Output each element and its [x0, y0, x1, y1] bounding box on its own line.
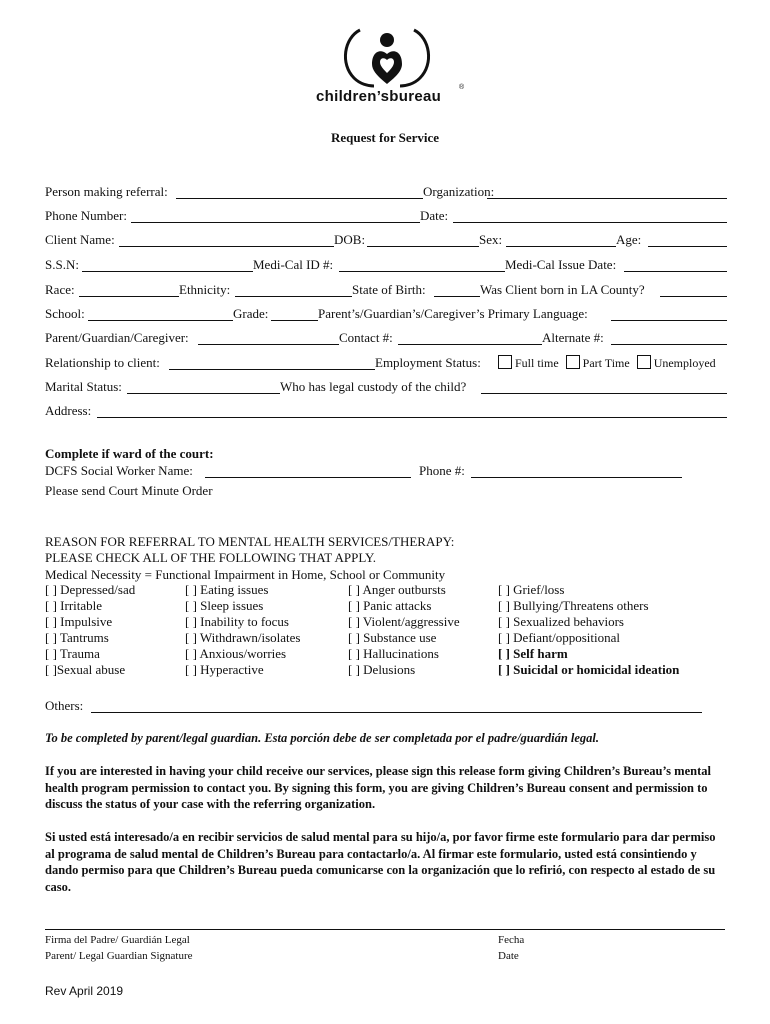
field-dcfs-worker[interactable] — [205, 477, 411, 478]
consent-paragraph-es: Si usted está interesado/a en recibir servicios de salud mental para su hijo/a, por favor firme este formulario para dar permiso al programa de salud mental de Children’s Bureau para contactarlo/a. Al firmar este formulario, usted está consintiendo y dando permiso para que Children’s Bureau pueda comunicarse con la organización que lo refirió, con respecto al estado de su caso. — [45, 830, 716, 894]
reason-column-3 — [348, 582, 460, 678]
registered-mark: ® — [459, 84, 465, 91]
label-born-la: Was Client born in LA County? — [480, 282, 645, 297]
label-employment: Employment Status: — [375, 355, 481, 370]
consent-paragraph-en: If you are interested in having your child receive our services, please sign this release form giving Children’s Bureau’s mental health program permission to contact you. By signing this form, you are giving Children’s Bureau consent and permission to discuss the status of your case with the referring organization. — [45, 764, 711, 811]
checklist-item[interactable]: [ ] Irritable — [45, 598, 103, 613]
label-parent: Parent/Guardian/Caregiver: — [45, 330, 189, 345]
checklist-item-suicidal[interactable]: [ ] Suicidal or homicidal ideation — [498, 662, 680, 677]
checklist-item[interactable]: [ ] Depressed/sad — [45, 582, 136, 597]
checklist-item[interactable]: [ ] Anxious/worries — [185, 646, 287, 661]
field-age[interactable] — [648, 246, 727, 247]
checkbox-part-time[interactable] — [566, 355, 580, 369]
label-sex: Sex: — [479, 232, 503, 247]
signature-label-en: Parent/ Legal Guardian Signature — [45, 950, 193, 962]
field-dcfs-phone[interactable] — [471, 477, 682, 478]
checklist-item[interactable]: [ ] Sleep issues — [185, 598, 264, 613]
checklist-item[interactable]: [ ] Substance use — [348, 630, 437, 645]
row-relationship — [45, 355, 728, 373]
label-ethnicity: Ethnicity: — [179, 282, 231, 297]
checklist-item[interactable]: [ ] Panic attacks — [348, 598, 432, 613]
label-contact: Contact #: — [339, 330, 393, 345]
row-referral — [45, 184, 728, 202]
label-relationship: Relationship to client: — [45, 355, 160, 370]
signature-line[interactable] — [45, 929, 725, 930]
reason-heading-3: Medical Necessity = Functional Impairment in Home, School or Community — [45, 567, 446, 582]
label-others: Others: — [45, 698, 84, 713]
label-dcfs-phone: Phone #: — [419, 463, 465, 478]
label-client-name: Client Name: — [45, 232, 115, 247]
reason-heading-2: PLEASE CHECK ALL OF THE FOLLOWING THAT APPLY. — [45, 550, 376, 565]
field-alternate[interactable] — [611, 344, 727, 345]
label-dob: DOB: — [334, 232, 366, 247]
row-race — [45, 282, 728, 300]
label-organization: Organization: — [423, 184, 495, 199]
field-marital[interactable] — [127, 393, 280, 394]
checklist-item[interactable]: [ ] Inability to focus — [185, 614, 289, 629]
field-phone-number[interactable] — [131, 222, 420, 223]
field-dob[interactable] — [367, 246, 479, 247]
field-contact[interactable] — [398, 344, 542, 345]
checklist-item[interactable]: [ ] Impulsive — [45, 614, 113, 629]
date-label-es: Fecha — [498, 934, 525, 946]
reason-column-4 — [498, 582, 679, 678]
field-medi-cal-id[interactable] — [339, 271, 505, 272]
field-ssn[interactable] — [82, 271, 253, 272]
field-others[interactable] — [91, 712, 702, 713]
checklist-item[interactable]: [ ] Bullying/Threatens others — [498, 598, 649, 613]
childrens-bureau-logo — [302, 20, 472, 110]
field-race[interactable] — [79, 296, 179, 297]
checklist-item[interactable]: [ ] Hyperactive — [185, 662, 264, 677]
label-ssn: S.S.N: — [45, 257, 79, 272]
checkbox-full-time[interactable] — [498, 355, 512, 369]
field-born-la[interactable] — [660, 296, 727, 297]
employment-options — [494, 355, 716, 371]
field-person-referral[interactable] — [176, 198, 423, 199]
guardian-note: To be completed by parent/legal guardian. Esta porción debe de ser completada por el padre/guardián legal. — [45, 731, 600, 745]
label-grade: Grade: — [233, 306, 269, 321]
field-parent[interactable] — [198, 344, 339, 345]
checklist-item[interactable]: [ ] Withdrawn/isolates — [185, 630, 301, 645]
label-custody: Who has legal custody of the child? — [280, 379, 467, 394]
label-address: Address: — [45, 403, 92, 418]
reason-heading-1: REASON FOR REFERRAL TO MENTAL HEALTH SERVICES/THERAPY: — [45, 534, 455, 549]
row-dcfs — [45, 463, 728, 481]
label-race: Race: — [45, 282, 75, 297]
checklist-item[interactable]: [ ] Grief/loss — [498, 582, 565, 597]
row-ssn — [45, 257, 728, 275]
logo-wordmark: children’sbureau — [316, 88, 442, 105]
field-primary-language[interactable] — [611, 320, 727, 321]
revision-footer: Rev April 2019 — [45, 984, 124, 998]
checklist-item[interactable]: [ ] Violent/aggressive — [348, 614, 460, 629]
date-label-en: Date — [498, 950, 519, 962]
checklist-item[interactable]: [ ] Anger outbursts — [348, 582, 446, 597]
label-person-referral: Person making referral: — [45, 184, 168, 199]
field-address[interactable] — [97, 417, 727, 418]
reason-column-2 — [185, 582, 301, 678]
checklist-item[interactable]: [ ] Defiant/oppositional — [498, 630, 621, 645]
label-phone-number: Phone Number: — [45, 208, 127, 223]
field-grade[interactable] — [271, 320, 318, 321]
label-part-time: Part Time — [582, 356, 630, 370]
row-marital — [45, 379, 728, 397]
checkbox-unemployed[interactable] — [637, 355, 651, 369]
label-alternate: Alternate #: — [542, 330, 604, 345]
label-unemployed: Unemployed — [653, 356, 716, 370]
field-sex[interactable] — [506, 246, 616, 247]
label-age: Age: — [616, 232, 642, 247]
label-state-birth: State of Birth: — [352, 282, 426, 297]
label-dcfs-worker: DCFS Social Worker Name: — [45, 463, 193, 478]
row-school — [45, 306, 728, 324]
signature-label-es: Firma del Padre/ Guardián Legal — [45, 934, 190, 946]
field-client-name[interactable] — [119, 246, 334, 247]
field-relationship[interactable] — [169, 369, 375, 370]
field-medi-cal-issue[interactable] — [624, 271, 727, 272]
label-primary-language: Parent’s/Guardian’s/Caregiver’s Primary Language: — [318, 306, 588, 321]
field-custody[interactable] — [481, 393, 727, 394]
page-title: Request for Service — [330, 130, 440, 145]
row-client — [45, 232, 728, 250]
reason-column-1 — [45, 582, 135, 678]
field-date[interactable] — [453, 222, 727, 223]
field-ethnicity[interactable] — [235, 296, 352, 297]
field-state-birth[interactable] — [434, 296, 480, 297]
field-school[interactable] — [88, 320, 233, 321]
checklist-item[interactable]: [ ] Delusions — [348, 662, 416, 677]
court-heading: Complete if ward of the court: — [45, 446, 214, 461]
row-parent — [45, 330, 728, 348]
checklist-item[interactable]: [ ] Tantrums — [45, 630, 109, 645]
label-marital: Marital Status: — [45, 379, 122, 394]
field-organization[interactable] — [487, 198, 727, 199]
row-others — [45, 698, 728, 716]
label-date: Date: — [420, 208, 449, 223]
row-address — [45, 403, 728, 421]
label-medi-cal-issue: Medi-Cal Issue Date: — [505, 257, 617, 272]
label-school: School: — [45, 306, 85, 321]
row-phone — [45, 208, 728, 226]
checklist-item[interactable]: [ ] Trauma — [45, 646, 100, 661]
label-full-time: Full time — [515, 356, 559, 370]
court-minute-order: Please send Court Minute Order — [45, 483, 213, 498]
checklist-item-self-harm[interactable]: [ ] Self harm — [498, 646, 568, 661]
label-medi-cal-id: Medi-Cal ID #: — [253, 257, 334, 272]
checklist-item[interactable]: [ ] Eating issues — [185, 582, 269, 597]
checklist-item[interactable]: [ ] Hallucinations — [348, 646, 439, 661]
checklist-item[interactable]: [ ]Sexual abuse — [45, 662, 126, 677]
checklist-item[interactable]: [ ] Sexualized behaviors — [498, 614, 624, 629]
